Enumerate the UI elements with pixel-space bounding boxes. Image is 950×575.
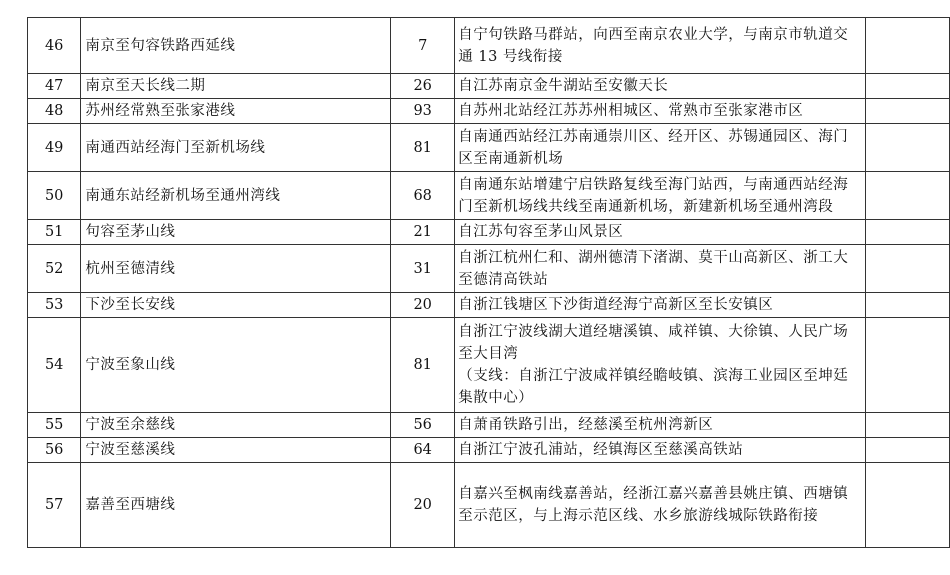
route-text: 自浙江钱塘区下沙街道经海宁高新区至长安镇区 [458, 297, 774, 313]
table-body [28, 18, 950, 548]
railway-lines-table [27, 17, 950, 548]
row-number: 55 [28, 413, 81, 438]
route-text: 自浙江宁波线湖大道经塘溪镇、咸祥镇、大徐镇、人民广场至大目湾 [458, 324, 849, 362]
route-text: 自宁句铁路马群站，向西至南京农业大学，与南京市轨道交通 13 号线衔接 [458, 26, 849, 65]
line-length: 21 [391, 220, 455, 245]
remarks-cell [866, 463, 950, 548]
route-text: 自南通西站经江苏南通崇川区、经开区、苏锡通园区、海门区至南通新机场 [458, 128, 849, 167]
row-number: 50 [28, 172, 81, 220]
route-text: 自浙江杭州仁和、湖州德清下渚湖、莫干山高新区、浙工大至德清高铁站 [458, 249, 849, 288]
line-name: 南京至天长线二期 [81, 74, 391, 99]
line-name: 杭州至德清线 [81, 245, 391, 293]
table-row [28, 124, 950, 172]
line-name: 宁波至慈溪线 [81, 438, 391, 463]
route-text: 自嘉兴至枫南线嘉善站，经浙江嘉兴嘉善县姚庄镇、西塘镇至示范区，与上海示范区线、水乡旅游线城际铁路衔接 [458, 486, 849, 524]
table-row [28, 293, 950, 318]
line-name: 下沙至长安线 [81, 293, 391, 318]
line-length: 7 [391, 18, 455, 74]
line-name: 苏州经常熟至张家港线 [81, 99, 391, 124]
line-route [455, 124, 866, 172]
row-number: 53 [28, 293, 81, 318]
line-name: 句容至茅山线 [81, 220, 391, 245]
table-row [28, 74, 950, 99]
route-text: 自浙江宁波孔浦站，经镇海区至慈溪高铁站 [458, 442, 744, 458]
line-name: 嘉善至西塘线 [81, 463, 391, 548]
remarks-cell [866, 413, 950, 438]
row-number: 47 [28, 74, 81, 99]
line-length: 81 [391, 124, 455, 172]
table-row [28, 172, 950, 220]
line-length: 20 [391, 293, 455, 318]
row-number: 48 [28, 99, 81, 124]
line-length: 81 [391, 318, 455, 413]
table-row [28, 438, 950, 463]
line-name: 南通东站经新机场至通州湾线 [81, 172, 391, 220]
line-length: 26 [391, 74, 455, 99]
route-text: 自南通东站增建宁启铁路复线至海门站西，与南通西站经海门至新机场线共线至南通新机场，新建新机场至通州湾段 [458, 176, 849, 215]
line-route [455, 318, 866, 413]
row-number: 52 [28, 245, 81, 293]
table-row [28, 245, 950, 293]
line-route [455, 220, 866, 245]
row-number: 56 [28, 438, 81, 463]
remarks-cell [866, 220, 950, 245]
table-row [28, 413, 950, 438]
line-length: 56 [391, 413, 455, 438]
route-text: 自江苏南京金牛湖站至安徽天长 [458, 78, 669, 94]
remarks-cell [866, 74, 950, 99]
remarks-cell [866, 172, 950, 220]
route-text: 自苏州北站经江苏苏州相城区、常熟市至张家港市区 [458, 103, 804, 119]
row-number: 57 [28, 463, 81, 548]
row-number: 54 [28, 318, 81, 413]
line-route [455, 18, 866, 74]
line-length: 93 [391, 99, 455, 124]
line-length: 31 [391, 245, 455, 293]
table-row [28, 18, 950, 74]
route-text: （支线：自浙江宁波咸祥镇经瞻岐镇、滨海工业园区至坤廷集散中心） [458, 368, 849, 406]
line-name: 南京至句容铁路西延线 [81, 18, 391, 74]
line-name: 宁波至余慈线 [81, 413, 391, 438]
line-length: 20 [391, 463, 455, 548]
line-length: 64 [391, 438, 455, 463]
remarks-cell [866, 124, 950, 172]
table-row [28, 318, 950, 413]
line-route [455, 413, 866, 438]
remarks-cell [866, 438, 950, 463]
remarks-cell [866, 293, 950, 318]
row-number: 49 [28, 124, 81, 172]
line-route [455, 293, 866, 318]
line-length: 68 [391, 172, 455, 220]
line-route [455, 74, 866, 99]
remarks-cell [866, 318, 950, 413]
table-row [28, 463, 950, 548]
line-name: 宁波至象山线 [81, 318, 391, 413]
table-row [28, 99, 950, 124]
remarks-cell [866, 18, 950, 74]
row-number: 46 [28, 18, 81, 74]
row-number: 51 [28, 220, 81, 245]
route-text: 自江苏句容至茅山风景区 [458, 224, 624, 240]
route-text: 自萧甬铁路引出，经慈溪至杭州湾新区 [458, 417, 714, 433]
table-row [28, 220, 950, 245]
line-route [455, 245, 866, 293]
line-route [455, 463, 866, 548]
line-route [455, 438, 866, 463]
line-route [455, 99, 866, 124]
remarks-cell [866, 99, 950, 124]
remarks-cell [866, 245, 950, 293]
line-name: 南通西站经海门至新机场线 [81, 124, 391, 172]
line-route [455, 172, 866, 220]
